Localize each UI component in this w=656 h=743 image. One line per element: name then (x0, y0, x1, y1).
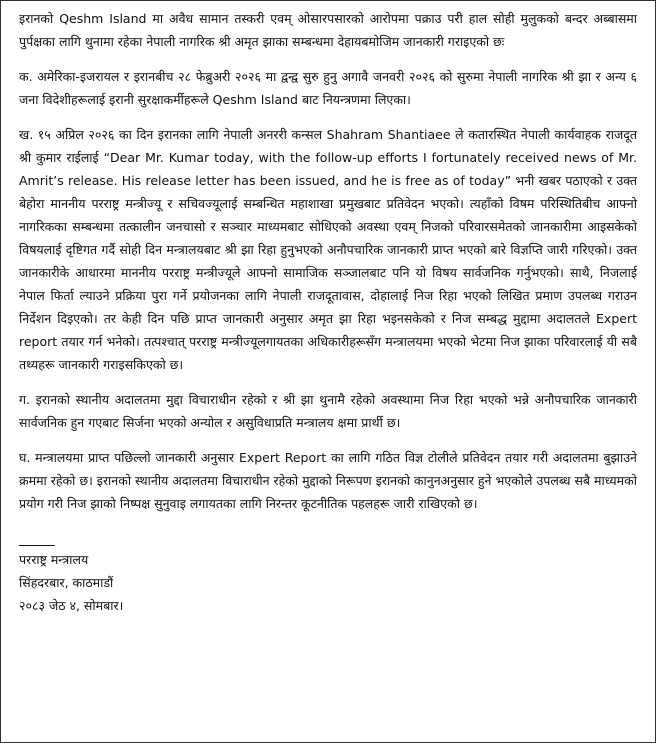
signature-date: २०८३ जेठ ४, सोमबार। (19, 598, 124, 613)
point-gha-paragraph: घ. मन्त्रालयमा प्राप्त पछिल्लो जानकारी अनुसार Expert Report का लागि गठित विज्ञ टोलीले प्रतिवेदन तयार गरी अदालतमा बुझाउने क्रममा रहेको छ। इरानको स्थानीय अदालतमा विचाराधीन रहेको मुद्दाको निरूपण इरानको कानुनअनुसार हुने भएकोले उपलब्ध सबै माध्यमको प्रयोग गरी निज झाको निष्पक्ष सुनुवाइ लगायतका लागि निरन्तर कूटनीतिक पहलहरू जारी राखिएको छ। (19, 450, 637, 511)
signature-rule (19, 533, 55, 546)
signature-place: सिंहदरबार, काठमाडौं (19, 575, 114, 590)
signature-block (19, 533, 637, 617)
point-ka-paragraph: क. अमेरिका-इजरायल र इरानबीच २८ फेब्रुअरी २०२६ मा द्वन्द्व सुरु हुनु अगावै जनवरी २०२६ को सुरुमा नेपाली नागरिक श्री झा र अन्य ६ जना विदेशीहरूलाई इरानी सुरक्षाकर्मीहरूले Qeshm Island बाट नियन्त्रणमा लिएका। (19, 69, 637, 107)
signature-office: परराष्ट्र मन्त्रालय (19, 552, 89, 567)
point-kha-paragraph: ख. १५ अप्रिल २०२६ का दिन इरानका लागि नेपाली अनररी कन्सल Shahram Shantiaee ले कतारस्थित नेपाली कार्यवाहक राजदूत श्री कुमार राईलाई “Dear Mr. Kumar today, with the follow-up efforts I fortunately received news of Mr. Amrit’s release. His release letter has been issued, and he is free as of today” भनी खबर पठाएको र उक्त बेहोरा माननीय परराष्ट्र मन्त्रीज्यू र सचिवज्यूलाई सम्बन्धित महाशाखा प्रमुखबाट प्रतिवेदन भएको। त्यहाँको विषम परिस्थितिबीच आफ्नो नागरिकका सम्बन्धमा तत्कालीन जनचासो र सञ्चार माध्यमबाट सोधिएको अवस्था एवम् निजको परिवारसमेतको जानकारीमा आइसकेको विषयलाई दृष्टिगत गर्दै सोही दिन मन्त्रालयबाट श्री झा रिहा हुनुभएको अनौपचारिक जानकारी प्राप्त भएको बारे विज्ञप्ति जारी गरिएको। उक्त जानकारीके आधारमा माननीय परराष्ट्र मन्त्रीज्यूले आफ्नो सामाजिक सञ्जालबाट पनि यो विषय सार्वजनिक गर्नुभएको। साथै, निजलाई नेपाल फिर्ता ल्याउने प्रक्रिया पुरा गर्ने प्रयोजनका लागि नेपाली राजदूतावास, दोहालाई निज रिहा भएको लिखित प्रमाण उपलब्ध गराउन निर्देशन दिइएको। तर केही दिन पछि प्राप्त जानकारी अनुसार अमृत झा रिहा भइनसकेको र निज सम्बद्ध मुद्दामा अदालतले Expert report तयार गर्न भनेको। तत्पश्चात् परराष्ट्र मन्त्रीज्यूलगायतका अधिकारीहरूसँग मन्त्रालयमा भएको भेटमा निज झाका परिवारलाई यी सबै तथ्यहरू जानकारी गराइसकिएको छ। (19, 127, 637, 372)
point-ga-paragraph: ग. इरानको स्थानीय अदालतमा मुद्दा विचाराधीन रहेको र श्री झा थुनामै रहेको अवस्थामा निज रिहा भएको भन्ने अनौपचारिक जानकारी सार्वजनिक हुन गएबाट सिर्जना भएको अन्योल र असुविधाप्रति मन्त्रालय क्षमा प्रार्थी छ। (19, 392, 637, 430)
intro-paragraph: इरानको Qeshm Island मा अवैध सामान तस्करी एवम् ओसारपसारको आरोपमा पक्राउ परी हाल सोही मुलुकको बन्दर अब्बासमा पुर्पक्षका लागि थुनामा रहेका नेपाली नागरिक श्री अमृत झाका सम्बन्धमा देहायबमोजिम जानकारी गराइएको छः (19, 11, 637, 49)
